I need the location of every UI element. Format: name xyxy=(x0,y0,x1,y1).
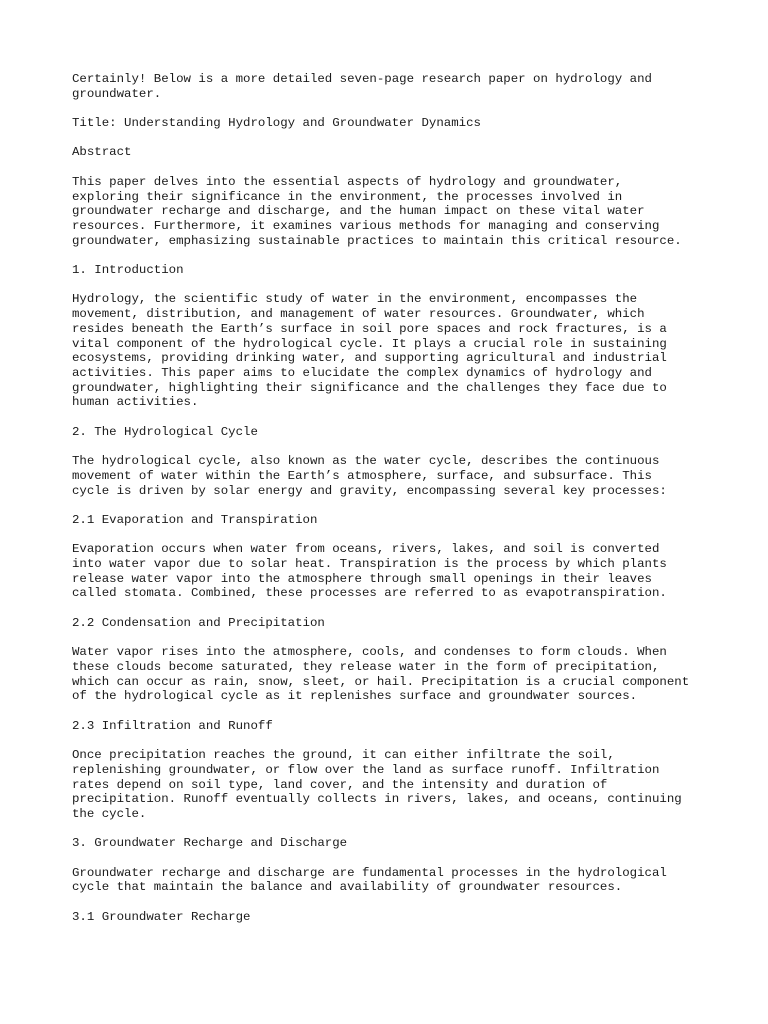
subsection-heading-groundwater-recharge: 3.1 Groundwater Recharge xyxy=(72,909,251,924)
intro-text: Certainly! Below is a more detailed seven-page research paper on hydrology and groundwater. xyxy=(72,72,652,101)
introduction-paragraph: Hydrology, the scientific study of water in the environment, encompasses the movement, distribution, and management of water resources. Groundwater, which resides beneath the Earth’s surface in soil pore spaces and rock fractures, is a vital component of the hydrological cycle. It plays a crucial role in sustaining ecosystems, providing drinking water, and supporting agricultural and industrial activities. This paper aims to elucidate the complex dynamics of hydrology and groundwater, highlighting their significance and the challenges they face due to human activities. xyxy=(72,292,667,410)
section-heading-introduction: 1. Introduction xyxy=(72,263,184,278)
section-heading-hydrological-cycle: 2. The Hydrological Cycle xyxy=(72,424,258,439)
hydrological-cycle-paragraph: The hydrological cycle, also known as the water cycle, describes the continuous movement of water within the Earth’s atmosphere, surface, and subsurface. This cycle is driven by solar energy and gravity, encompassing several key processes: xyxy=(72,454,667,498)
condensation-paragraph: Water vapor rises into the atmosphere, cools, and condenses to form clouds. When these clouds become saturated, they release water in the form of precipitation, which can occur as rain, snow, sleet, or hail. Precipitation is a crucial component of the hydrological cycle as it replenishes surface and groundwater sources. xyxy=(72,645,690,704)
paper-title: Title: Understanding Hydrology and Groundwater Dynamics xyxy=(72,116,481,131)
subsection-heading-condensation: 2.2 Condensation and Precipitation xyxy=(72,615,325,630)
subsection-heading-infiltration: 2.3 Infiltration and Runoff xyxy=(72,718,273,733)
subsection-heading-evaporation: 2.1 Evaporation and Transpiration xyxy=(72,512,318,527)
evaporation-paragraph: Evaporation occurs when water from oceans, rivers, lakes, and soil is converted into water vapor due to solar heat. Transpiration is the process by which plants release water vapor into the atmosphere through small openings in their leaves called stomata. Combined, these processes are referred to as evapotranspiration. xyxy=(72,542,667,601)
section-heading-groundwater-recharge-discharge: 3. Groundwater Recharge and Discharge xyxy=(72,836,348,851)
document-page xyxy=(72,72,712,925)
abstract-heading: Abstract xyxy=(72,145,132,160)
abstract-paragraph: This paper delves into the essential aspects of hydrology and groundwater, exploring their significance in the environment, the processes involved in groundwater recharge and discharge, and the human impact on these vital water resources. Furthermore, it examines various methods for managing and conserving groundwater, emphasizing sustainable practices to maintain this critical resource. xyxy=(72,174,682,248)
infiltration-paragraph: Once precipitation reaches the ground, it can either infiltrate the soil, replenishing groundwater, or flow over the land as surface runoff. Infiltration rates depend on soil type, land cover, and the intensity and duration of precipitation. Runoff eventually collects in rivers, lakes, and oceans, continuing the cycle. xyxy=(72,748,682,821)
groundwater-recharge-discharge-paragraph: Groundwater recharge and discharge are fundamental processes in the hydrological cycle that maintain the balance and availability of groundwater resources. xyxy=(72,865,667,895)
